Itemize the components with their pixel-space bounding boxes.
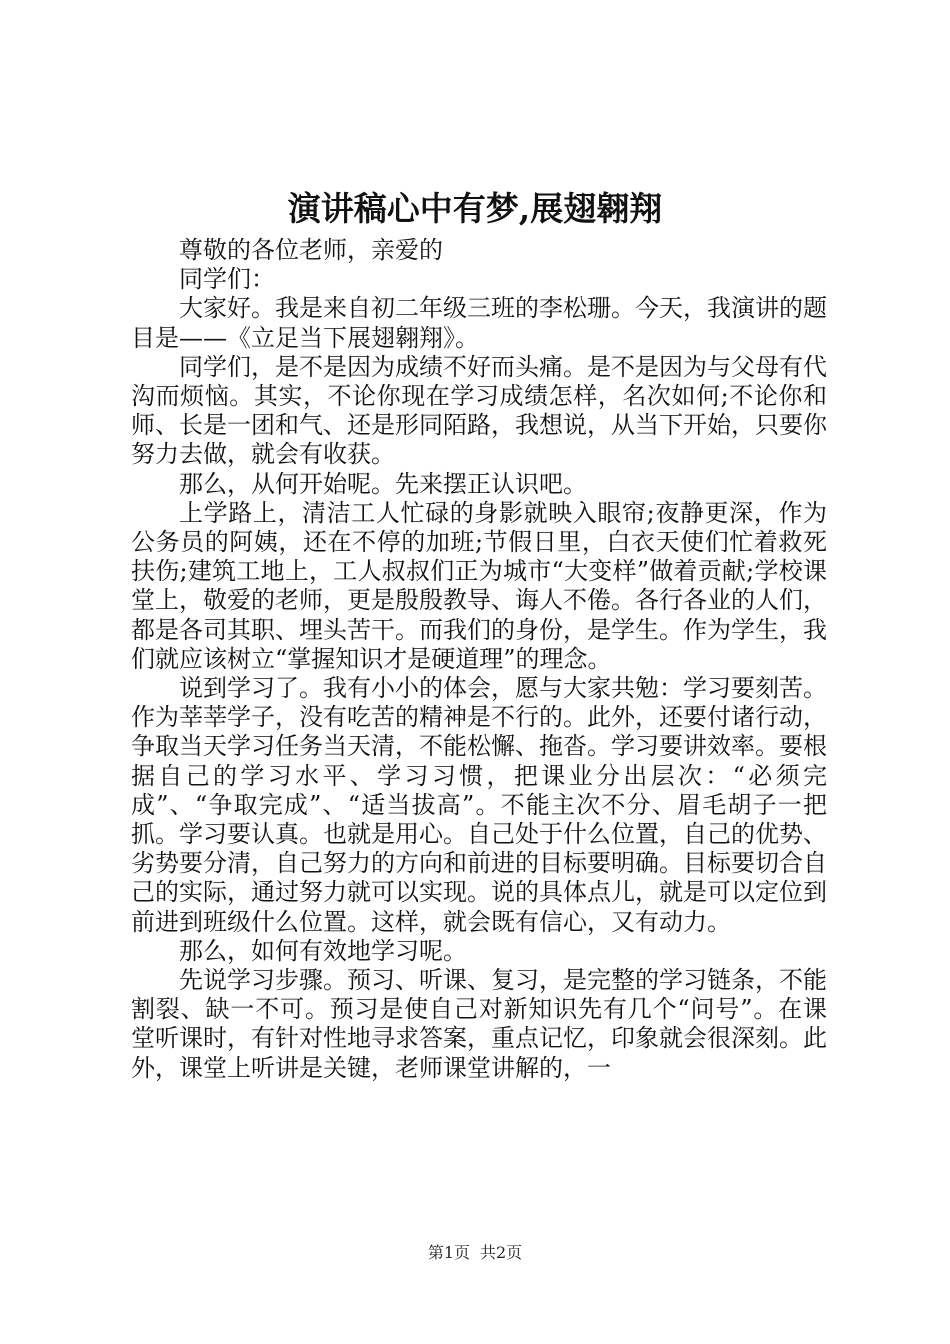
paragraph-study-steps: 先说学习步骤。预习、听课、复习，是完整的学习链条，不能割裂、缺一不可。预习是使自己对新知识先有几个“问号”。在课堂听课时，有针对性地寻求答案，重点记忆，印象就会很深刻。此外，课堂上听讲是关键，老师课堂讲解的，一 xyxy=(131,966,827,1082)
paragraph-how-to-study: 那么，如何有效地学习呢。 xyxy=(179,936,467,965)
salutation-line-1: 尊敬的各位老师，亲爱的 xyxy=(179,236,443,264)
paragraph-society: 上学路上，清洁工人忙碌的身影就映入眼帘;夜静更深，作为公务员的阿姨，还在不停的加班;节假日里，白衣天使们忙着救死扶伤;建筑工地上，工人叔叔们正为城市“大变样”做着贡献;学校课堂上，敬爱的老师，更是殷殷教导、诲人不倦。各行各业的人们，都是各司其职、埋头苦干。而我们的身份，是学生。作为学生，我们就应该树立“掌握知识才是硬道理”的理念。 xyxy=(131,498,827,673)
paragraph-transition: 那么，从何开始呢。先来摆正认识吧。 xyxy=(179,469,587,498)
page-number-total: 共2页 xyxy=(480,1243,523,1262)
page-number-current: 第1页 xyxy=(427,1243,470,1262)
document-body xyxy=(131,236,827,1083)
paragraph-study-experience: 说到学习了。我有小小的体会，愿与大家共勉：学习要刻苦。作为莘莘学子，没有吃苦的精神是不行的。此外，还要付诸行动，争取当天学习任务当天清，不能松懈、拖沓。学习要讲效率。要根据自己的学习水平、学习习惯，把课业分出层次：“必须完成”、“争取完成”、“适当拔高”。不能主次不分、眉毛胡子一把抓。学习要认真。也就是用心。自己处于什么位置，自己的优势、劣势要分清，自己努力的方向和前进的目标要明确。目标要切合自己的实际，通过努力就可以实现。说的具体点儿，就是可以定位到前进到班级什么位置。这样，就会既有信心，又有动力。 xyxy=(131,674,827,936)
salutation-line-2: 同学们： xyxy=(179,265,275,294)
page-footer xyxy=(0,1242,950,1264)
paragraph-question: 同学们，是不是因为成绩不好而头痛。是不是因为与父母有代沟而烦恼。其实，不论你现在学习成绩怎样，名次如何;不论你和师、长是一团和气、还是形同陌路，我想说，从当下开始，只要你努力去做，就会有收获。 xyxy=(131,352,827,469)
document-title: 演讲稿心中有梦,展翅翱翔 xyxy=(287,189,663,228)
paragraph-intro: 大家好。我是来自初二年级三班的李松珊。今天，我演讲的题目是——《立足当下展翅翱翔》。 xyxy=(131,294,827,352)
